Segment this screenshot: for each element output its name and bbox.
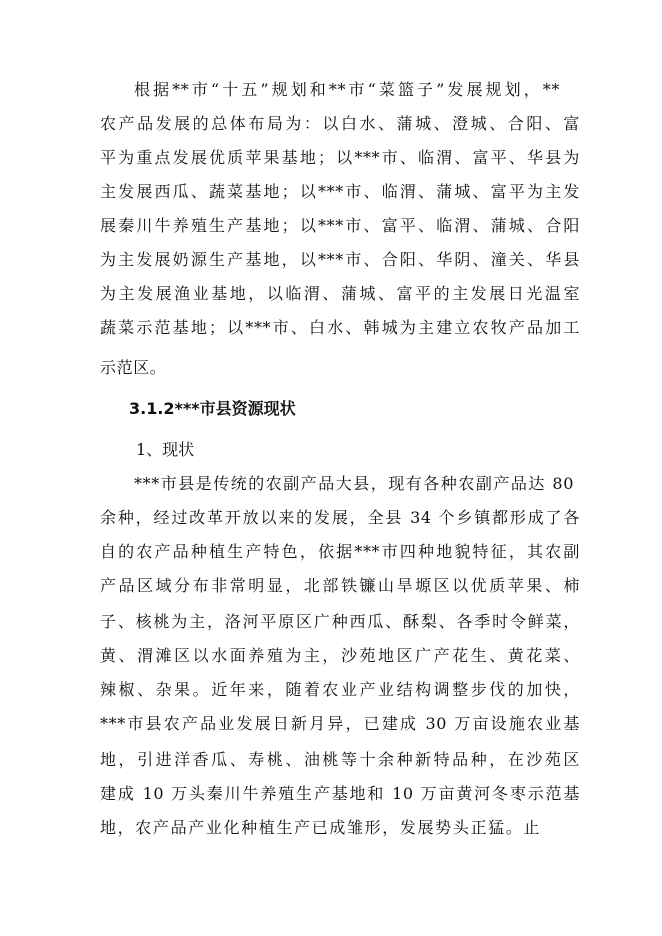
section-heading: 3.1.2***市县资源现状 xyxy=(129,399,296,418)
paragraph1-line-2: 农产品发展的总体布局为：以白水、蒲城、澄城、合阳、富 xyxy=(100,114,580,133)
paragraph2-line-2: 余种，经过改革开放以来的发展，全县 34 个乡镇都形成了各 xyxy=(100,508,580,527)
paragraph1-line-9: 示范区。 xyxy=(100,358,167,377)
paragraph1-line-4: 主发展西瓜、蔬菜基地；以***市、临渭、蒲城、富平为主发 xyxy=(100,182,580,201)
paragraph2-line-9: 地，引进洋香瓜、寿桃、油桃等十余种新特品种，在沙苑区 xyxy=(100,750,580,769)
paragraph1-line-7: 为主发展渔业基地，以临渭、蒲城、富平的主发展日光温室 xyxy=(100,284,580,303)
paragraph1-line-5: 展秦川牛养殖生产基地；以***市、富平、临渭、蒲城、合阳 xyxy=(100,216,580,235)
paragraph1-line-3: 平为重点发展优质苹果基地；以***市、临渭、富平、华县为 xyxy=(100,148,580,167)
paragraph2-line-4: 产品区域分布非常明显，北部铁镰山旱塬区以优质苹果、柿 xyxy=(100,576,580,595)
subheading: 1、现状 xyxy=(136,440,195,459)
paragraph2-line-7: 辣椒、杂果。近年来，随着农业产业结构调整步伐的加快， xyxy=(100,680,580,699)
paragraph2-line-8: ***市县农产品业发展日新月异，已建成 30 万亩设施农业基 xyxy=(100,714,580,733)
paragraph1-line-6: 为主发展奶源生产基地，以***市、合阳、华阴、潼关、华县 xyxy=(100,250,580,269)
paragraph2-line-11: 地，农产品产业化种植生产已成雏形，发展势头正猛。止 xyxy=(100,818,540,837)
paragraph1-line-8: 蔬菜示范基地；以***市、白水、韩城为主建立农牧产品加工 xyxy=(100,318,580,337)
paragraph1-line-1: 根据**市“十五”规划和**市“菜篮子”发展规划，** xyxy=(134,80,560,99)
paragraph2-line-5: 子、核桃为主，洛河平原区广种西瓜、酥梨、各季时令鲜菜， xyxy=(100,612,580,631)
paragraph2-line-3: 自的农产品种植生产特色，依据***市四种地貌特征，其农副 xyxy=(100,542,580,561)
paragraph2-line-1: ***市县是传统的农副产品大县，现有各种农副产品达 80 xyxy=(134,474,574,493)
paragraph2-line-10: 建成 10 万头秦川牛养殖生产基地和 10 万亩黄河冬枣示范基 xyxy=(100,784,580,803)
paragraph2-line-6: 黄、渭滩区以水面养殖为主，沙苑地区广产花生、黄花菜、 xyxy=(100,646,580,665)
